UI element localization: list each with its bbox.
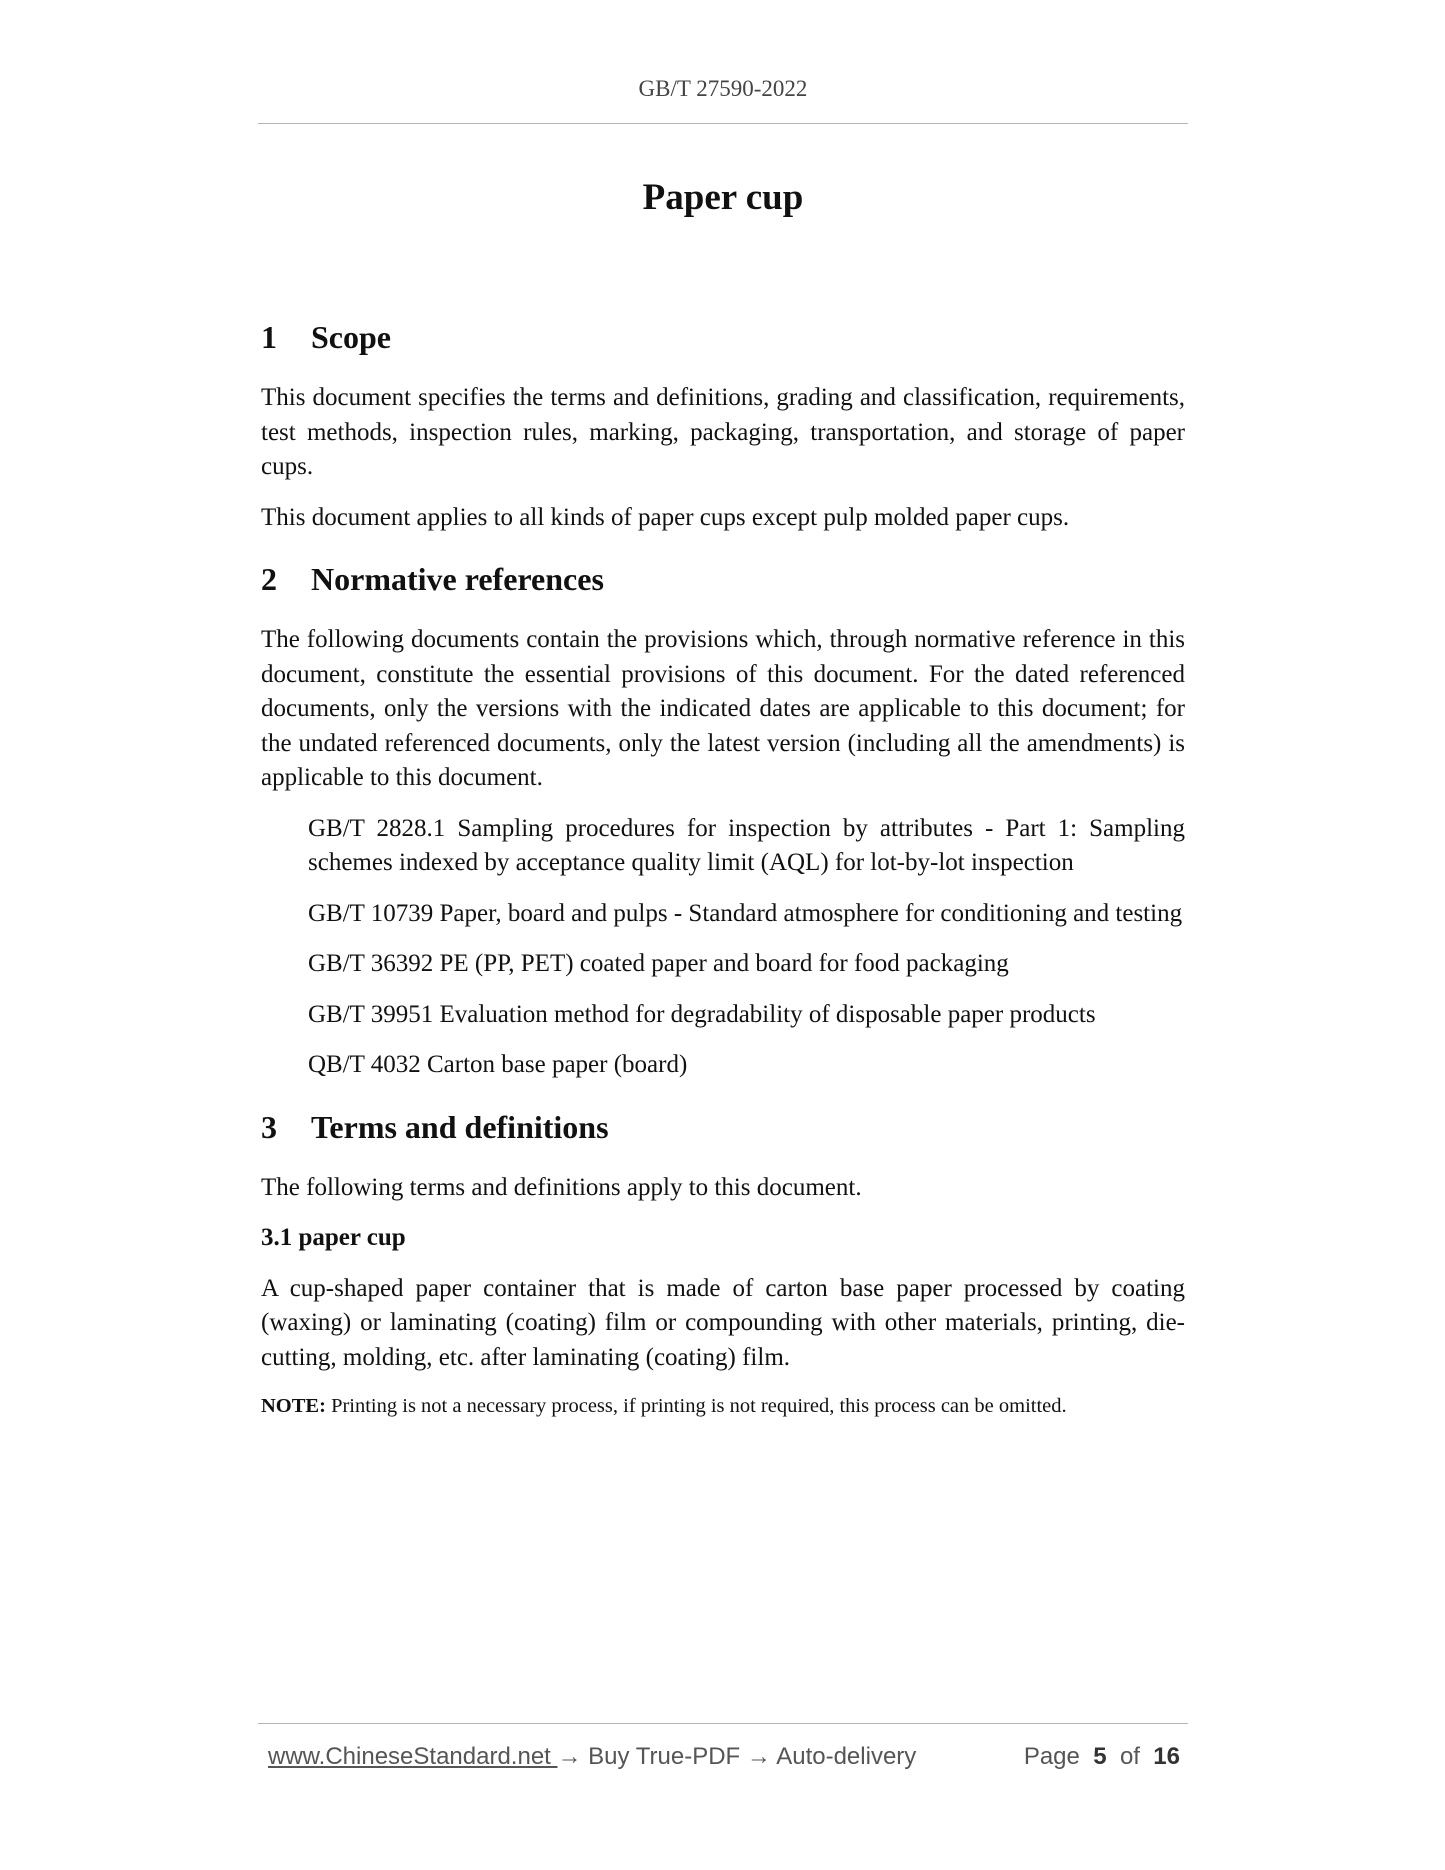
section-title: Normative references	[311, 561, 604, 597]
document-title: Paper cup	[642, 177, 804, 218]
reference-item: QB/T 4032 Carton base paper (board)	[308, 1051, 688, 1078]
term-definition: A cup-shaped paper container that is made of carton base paper processed by coating (waxing) or laminating (coating) film or compounding with other materials, printing, die-cutting, molding, etc. after laminating (coating) film.	[261, 1274, 1185, 1371]
website-link[interactable]: www.ChineseStandard.net	[268, 1743, 558, 1770]
section-number: 2	[261, 561, 277, 597]
term-note	[261, 1392, 1185, 1420]
note-text: Printing is not a necessary process, if printing is not required, this process can be omitted.	[331, 1395, 1067, 1417]
reference-item: GB/T 10739 Paper, board and pulps - Standard atmosphere for conditioning and testing	[308, 899, 1183, 927]
section-1-heading	[261, 316, 1185, 358]
footer-promo	[268, 1743, 916, 1771]
term-heading: 3.1 paper cup	[261, 1224, 406, 1251]
header-divider	[258, 123, 1188, 124]
section-3-heading	[261, 1106, 1185, 1148]
page-number	[1024, 1743, 1180, 1771]
section-title: Scope	[311, 319, 391, 355]
reference-item: GB/T 36392 PE (PP, PET) coated paper and board for food packaging	[308, 950, 1009, 977]
reference-item: GB/T 39951 Evaluation method for degradability of disposable paper products	[308, 1000, 1096, 1028]
note-label: NOTE:	[261, 1395, 326, 1417]
section-title: Terms and definitions	[311, 1108, 609, 1145]
page-label: Page	[1023, 1743, 1080, 1770]
page-of: of	[1119, 1743, 1140, 1770]
scope-paragraph-2: This document applies to all kinds of paper cups except pulp molded paper cups.	[261, 503, 1070, 531]
section-number: 1	[261, 319, 277, 355]
page-current: 5	[1093, 1743, 1107, 1770]
reference-item: GB/T 2828.1 Sampling procedures for inspection by attributes - Part 1: Sampling schemes indexed by acceptance quality limit (AQL) for lot-by-lot inspection	[308, 814, 1185, 876]
footer-divider	[258, 1723, 1188, 1724]
scope-paragraph-1: This document specifies the terms and definitions, grading and classification, requirements, test methods, inspection rules, marking, packaging, transportation, and storage of paper cups.	[261, 384, 1185, 480]
promo-text: → Buy True-PDF → Auto-delivery	[557, 1743, 917, 1770]
section-number: 3	[261, 1108, 277, 1145]
document-body	[261, 316, 1185, 1420]
terms-intro: The following terms and definitions apply to this document.	[261, 1173, 862, 1201]
section-2-heading	[261, 558, 1185, 600]
page-footer	[268, 1743, 1180, 1775]
page-total: 16	[1153, 1743, 1180, 1770]
page-header-standard-code: GB/T 27590-2022	[638, 76, 808, 101]
normative-references-intro: The following documents contain the provisions which, through normative reference in this document, constitute the essential provisions of this document. For the dated referenced documents, only the versions with the indicated dates are applicable to this document; for the undated referenced documents, only the latest version (including all the amendments) is applicable to this document.	[261, 626, 1185, 791]
